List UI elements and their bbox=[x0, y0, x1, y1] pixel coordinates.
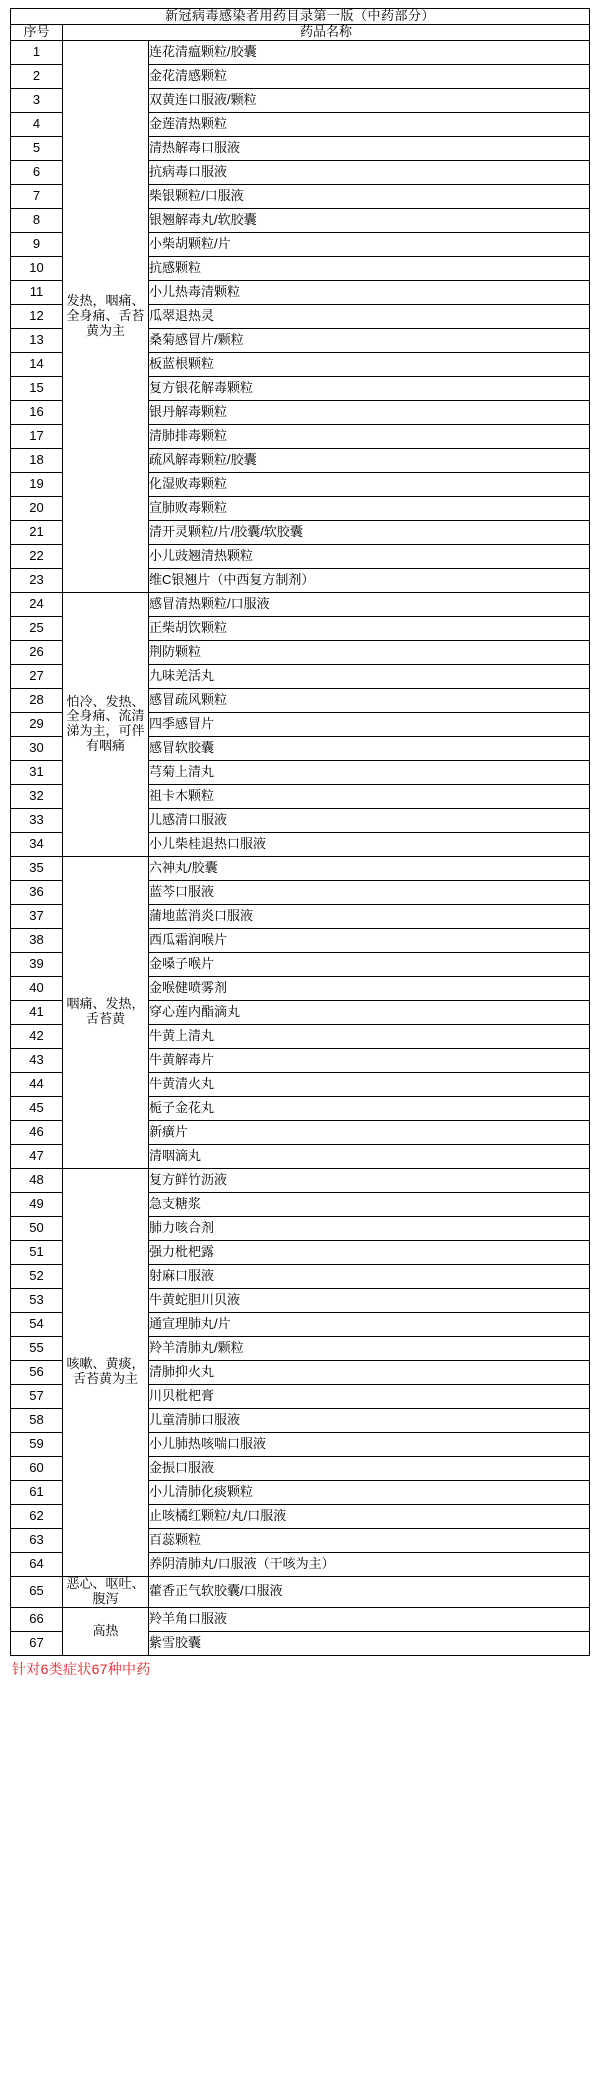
row-number: 45 bbox=[11, 1096, 63, 1120]
row-number: 19 bbox=[11, 472, 63, 496]
page-title: 新冠病毒感染者用药目录第一版（中药部分） bbox=[11, 9, 590, 25]
table-row bbox=[11, 1168, 590, 1192]
table-body bbox=[11, 9, 590, 1656]
drug-name: 蓝芩口服液 bbox=[149, 880, 590, 904]
row-number: 2 bbox=[11, 64, 63, 88]
row-number: 36 bbox=[11, 880, 63, 904]
row-number: 43 bbox=[11, 1048, 63, 1072]
row-number: 28 bbox=[11, 688, 63, 712]
drug-name: 复方鲜竹沥液 bbox=[149, 1168, 590, 1192]
drug-name: 羚羊清肺丸/颗粒 bbox=[149, 1336, 590, 1360]
drug-name: 板蓝根颗粒 bbox=[149, 352, 590, 376]
drug-name: 小儿肺热咳喘口服液 bbox=[149, 1432, 590, 1456]
row-number: 27 bbox=[11, 664, 63, 688]
title-row bbox=[11, 9, 590, 25]
row-number: 22 bbox=[11, 544, 63, 568]
row-number: 59 bbox=[11, 1432, 63, 1456]
drug-name: 化湿败毒颗粒 bbox=[149, 472, 590, 496]
drug-name: 疏风解毒颗粒/胶囊 bbox=[149, 448, 590, 472]
drug-name: 儿感清口服液 bbox=[149, 808, 590, 832]
drug-name: 维C银翘片（中西复方制剂） bbox=[149, 568, 590, 592]
drug-name: 牛黄蛇胆川贝液 bbox=[149, 1288, 590, 1312]
drug-name: 清热解毒口服液 bbox=[149, 136, 590, 160]
row-number: 5 bbox=[11, 136, 63, 160]
row-number: 58 bbox=[11, 1408, 63, 1432]
row-number: 12 bbox=[11, 304, 63, 328]
drug-name: 金花清感颗粒 bbox=[149, 64, 590, 88]
drug-name: 桑菊感冒片/颗粒 bbox=[149, 328, 590, 352]
row-number: 1 bbox=[11, 40, 63, 64]
row-number: 9 bbox=[11, 232, 63, 256]
drug-name: 强力枇杷露 bbox=[149, 1240, 590, 1264]
drug-name: 双黄连口服液/颗粒 bbox=[149, 88, 590, 112]
row-number: 56 bbox=[11, 1360, 63, 1384]
row-number: 20 bbox=[11, 496, 63, 520]
drug-name: 瓜翠退热灵 bbox=[149, 304, 590, 328]
drug-name: 抗感颗粒 bbox=[149, 256, 590, 280]
drug-name: 小儿柴桂退热口服液 bbox=[149, 832, 590, 856]
row-number: 4 bbox=[11, 112, 63, 136]
table-row bbox=[11, 592, 590, 616]
drug-name: 藿香正气软胶囊/口服液 bbox=[149, 1576, 590, 1607]
drug-name: 穿心莲内酯滴丸 bbox=[149, 1000, 590, 1024]
row-number: 11 bbox=[11, 280, 63, 304]
drug-name: 连花清瘟颗粒/胶囊 bbox=[149, 40, 590, 64]
drug-name: 芎菊上清丸 bbox=[149, 760, 590, 784]
drug-name: 肺力咳合剂 bbox=[149, 1216, 590, 1240]
symptom-group-label: 咽痛、发热，舌苔黄 bbox=[63, 856, 149, 1168]
row-number: 17 bbox=[11, 424, 63, 448]
row-number: 32 bbox=[11, 784, 63, 808]
row-number: 51 bbox=[11, 1240, 63, 1264]
row-number: 8 bbox=[11, 208, 63, 232]
header-row bbox=[11, 24, 590, 40]
row-number: 31 bbox=[11, 760, 63, 784]
drug-name: 金莲清热颗粒 bbox=[149, 112, 590, 136]
drug-name: 清肺排毒颗粒 bbox=[149, 424, 590, 448]
row-number: 53 bbox=[11, 1288, 63, 1312]
row-number: 63 bbox=[11, 1528, 63, 1552]
drug-name: 牛黄解毒片 bbox=[149, 1048, 590, 1072]
row-number: 67 bbox=[11, 1631, 63, 1655]
table-row bbox=[11, 1576, 590, 1607]
row-number: 25 bbox=[11, 616, 63, 640]
row-number: 3 bbox=[11, 88, 63, 112]
drug-name: 小儿清肺化痰颗粒 bbox=[149, 1480, 590, 1504]
row-number: 64 bbox=[11, 1552, 63, 1576]
row-number: 15 bbox=[11, 376, 63, 400]
drug-name: 祖卡木颗粒 bbox=[149, 784, 590, 808]
row-number: 7 bbox=[11, 184, 63, 208]
row-number: 38 bbox=[11, 928, 63, 952]
row-number: 23 bbox=[11, 568, 63, 592]
drug-name: 荆防颗粒 bbox=[149, 640, 590, 664]
drug-name: 清开灵颗粒/片/胶囊/软胶囊 bbox=[149, 520, 590, 544]
header-drug-name: 药品名称 bbox=[63, 24, 590, 40]
row-number: 29 bbox=[11, 712, 63, 736]
row-number: 21 bbox=[11, 520, 63, 544]
drug-name: 银丹解毒颗粒 bbox=[149, 400, 590, 424]
symptom-group-label: 高热 bbox=[63, 1607, 149, 1655]
row-number: 60 bbox=[11, 1456, 63, 1480]
row-number: 55 bbox=[11, 1336, 63, 1360]
row-number: 49 bbox=[11, 1192, 63, 1216]
drug-name: 小柴胡颗粒/片 bbox=[149, 232, 590, 256]
drug-name: 牛黄上清丸 bbox=[149, 1024, 590, 1048]
table-row bbox=[11, 856, 590, 880]
drug-name: 养阴清肺丸/口服液（干咳为主） bbox=[149, 1552, 590, 1576]
footnote-text: 针对6类症状67种中药 bbox=[12, 1660, 151, 1677]
drug-name: 四季感冒片 bbox=[149, 712, 590, 736]
row-number: 61 bbox=[11, 1480, 63, 1504]
drug-name: 感冒清热颗粒/口服液 bbox=[149, 592, 590, 616]
drug-name: 儿童清肺口服液 bbox=[149, 1408, 590, 1432]
drug-name: 金嗓子喉片 bbox=[149, 952, 590, 976]
drug-name: 复方银花解毒颗粒 bbox=[149, 376, 590, 400]
table-row bbox=[11, 1607, 590, 1631]
drug-name: 金喉健喷雾剂 bbox=[149, 976, 590, 1000]
drug-name: 蒲地蓝消炎口服液 bbox=[149, 904, 590, 928]
row-number: 37 bbox=[11, 904, 63, 928]
drug-name: 小儿热毒清颗粒 bbox=[149, 280, 590, 304]
row-number: 44 bbox=[11, 1072, 63, 1096]
row-number: 10 bbox=[11, 256, 63, 280]
drug-name: 新癀片 bbox=[149, 1120, 590, 1144]
row-number: 42 bbox=[11, 1024, 63, 1048]
row-number: 46 bbox=[11, 1120, 63, 1144]
drug-name: 银翘解毒丸/软胶囊 bbox=[149, 208, 590, 232]
row-number: 62 bbox=[11, 1504, 63, 1528]
drug-name: 金振口服液 bbox=[149, 1456, 590, 1480]
symptom-group-label: 怕冷、发热、全身痛、流清涕为主，可伴有咽痛 bbox=[63, 592, 149, 856]
row-number: 26 bbox=[11, 640, 63, 664]
drug-name: 西瓜霜润喉片 bbox=[149, 928, 590, 952]
drug-name: 射麻口服液 bbox=[149, 1264, 590, 1288]
drug-name: 感冒软胶囊 bbox=[149, 736, 590, 760]
drug-name: 川贝枇杷膏 bbox=[149, 1384, 590, 1408]
drug-name: 羚羊角口服液 bbox=[149, 1607, 590, 1631]
drug-name: 抗病毒口服液 bbox=[149, 160, 590, 184]
drug-name: 紫雪胶囊 bbox=[149, 1631, 590, 1655]
row-number: 16 bbox=[11, 400, 63, 424]
drug-catalog-table bbox=[10, 8, 590, 1656]
drug-name: 宣肺败毒颗粒 bbox=[149, 496, 590, 520]
row-number: 14 bbox=[11, 352, 63, 376]
drug-name: 小儿豉翘清热颗粒 bbox=[149, 544, 590, 568]
row-number: 50 bbox=[11, 1216, 63, 1240]
row-number: 18 bbox=[11, 448, 63, 472]
symptom-group-label: 恶心、呕吐、腹泻 bbox=[63, 1576, 149, 1607]
drug-name: 清肺抑火丸 bbox=[149, 1360, 590, 1384]
row-number: 13 bbox=[11, 328, 63, 352]
drug-name: 六神丸/胶囊 bbox=[149, 856, 590, 880]
symptom-group-label: 发热，咽痛、全身痛、舌苔黄为主 bbox=[63, 40, 149, 592]
row-number: 33 bbox=[11, 808, 63, 832]
drug-name: 止咳橘红颗粒/丸/口服液 bbox=[149, 1504, 590, 1528]
row-number: 48 bbox=[11, 1168, 63, 1192]
row-number: 52 bbox=[11, 1264, 63, 1288]
drug-name: 牛黄清火丸 bbox=[149, 1072, 590, 1096]
row-number: 47 bbox=[11, 1144, 63, 1168]
row-number: 41 bbox=[11, 1000, 63, 1024]
drug-name: 九味羌活丸 bbox=[149, 664, 590, 688]
row-number: 66 bbox=[11, 1607, 63, 1631]
drug-name: 百蕊颗粒 bbox=[149, 1528, 590, 1552]
row-number: 35 bbox=[11, 856, 63, 880]
row-number: 34 bbox=[11, 832, 63, 856]
drug-name: 清咽滴丸 bbox=[149, 1144, 590, 1168]
drug-name: 柴银颗粒/口服液 bbox=[149, 184, 590, 208]
row-number: 65 bbox=[11, 1576, 63, 1607]
row-number: 39 bbox=[11, 952, 63, 976]
row-number: 57 bbox=[11, 1384, 63, 1408]
row-number: 6 bbox=[11, 160, 63, 184]
drug-name: 急支糖浆 bbox=[149, 1192, 590, 1216]
symptom-group-label: 咳嗽、黄痰，舌苔黄为主 bbox=[63, 1168, 149, 1576]
drug-name: 栀子金花丸 bbox=[149, 1096, 590, 1120]
header-no: 序号 bbox=[11, 24, 63, 40]
drug-name: 正柴胡饮颗粒 bbox=[149, 616, 590, 640]
row-number: 30 bbox=[11, 736, 63, 760]
row-number: 54 bbox=[11, 1312, 63, 1336]
row-number: 40 bbox=[11, 976, 63, 1000]
row-number: 24 bbox=[11, 592, 63, 616]
drug-name: 通宣理肺丸/片 bbox=[149, 1312, 590, 1336]
drug-name: 感冒疏风颗粒 bbox=[149, 688, 590, 712]
table-row bbox=[11, 40, 590, 64]
